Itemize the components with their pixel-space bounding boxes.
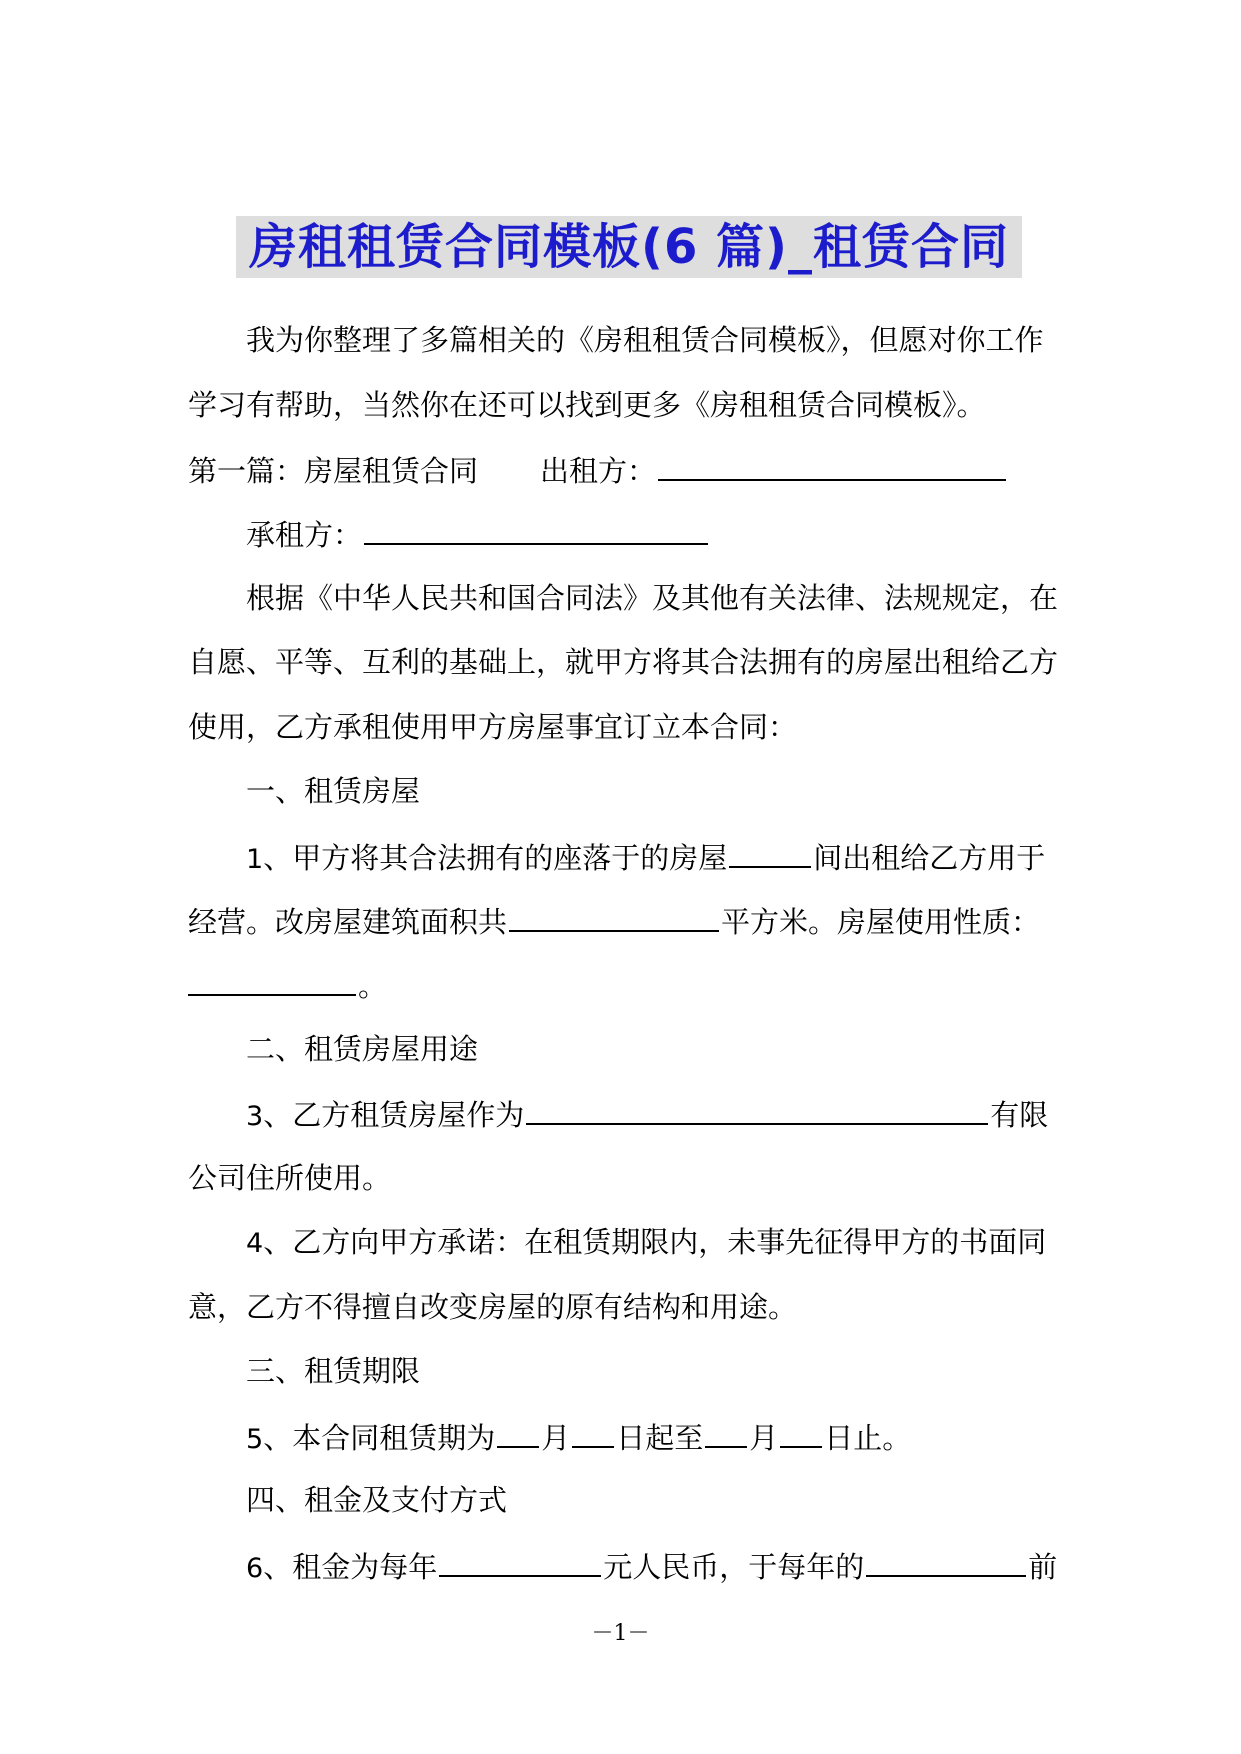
clause-1-text-b: 间出租给乙方用于: [813, 841, 1046, 875]
lessor-blank: [658, 449, 1006, 481]
clause-1-rooms-blank: [729, 836, 811, 868]
lessee-label: 承租方：: [246, 518, 363, 552]
clause-3-text-a: 、乙方租赁房屋作为: [263, 1098, 525, 1132]
clause-6-date-blank: [866, 1545, 1026, 1577]
clause-3-company-blank: [526, 1093, 988, 1125]
lessee-line: [246, 513, 710, 555]
clause-5-text-c: 日起至: [616, 1421, 704, 1455]
clause-1-line-3: [188, 964, 387, 1006]
clause-5-line: [246, 1416, 911, 1460]
preamble-line-1: 根据《中华人民共和国合同法》及其他有关法律、法规规定，在: [246, 581, 1059, 615]
lessee-blank: [364, 513, 708, 545]
preamble-line-3: 使用，乙方承租使用甲方房屋事宜订立本合同：: [188, 710, 798, 744]
clause-5-number: 5: [246, 1424, 264, 1455]
clause-5-end-month-blank: [705, 1416, 747, 1448]
document-title: 房租租赁合同模板(6 篇)_租赁合同: [249, 219, 1009, 275]
clause-6-number: 6: [246, 1553, 264, 1584]
clause-3-line-2: 公司住所使用。: [188, 1161, 392, 1195]
clause-5-text-a: 、本合同租赁期为: [263, 1421, 496, 1455]
intro-line-2: 学习有帮助，当然你在还可以找到更多《房租租赁合同模板》。: [188, 388, 986, 422]
clause-5-start-day-blank: [572, 1416, 614, 1448]
clause-3-text-b: 有限: [990, 1098, 1049, 1132]
clause-6-line: [246, 1545, 1057, 1589]
clause-5-end-day-blank: [780, 1416, 822, 1448]
lessor-label: 出租方：: [540, 454, 657, 488]
clause-1-text-e: 。: [358, 969, 388, 1003]
section-heading-4: 四、租金及支付方式: [246, 1483, 508, 1517]
clause-6-text-a: 、租金为每年: [263, 1550, 438, 1584]
page-number: －1－: [591, 1621, 650, 1646]
clause-1-text-d: 平方米。房屋使用性质：: [721, 905, 1041, 939]
clause-1-number: 1: [246, 844, 264, 875]
clause-1-text-a: 、甲方将其合法拥有的座落于的房屋: [263, 841, 728, 875]
preamble-line-2: 自愿、平等、互利的基础上，就甲方将其合法拥有的房屋出租给乙方: [188, 645, 1059, 679]
section-heading-2: 二、租赁房屋用途: [246, 1032, 479, 1066]
clause-6-text-c: 前: [1028, 1550, 1058, 1584]
section-heading-3: 三、租赁期限: [246, 1354, 421, 1388]
section-heading-1: 一、租赁房屋: [246, 774, 421, 808]
clause-1-nature-blank: [188, 964, 356, 996]
clause-4-line-1: [246, 1222, 1046, 1264]
chapter-line: [188, 449, 1008, 491]
clause-3-line-1: [246, 1093, 1048, 1137]
chapter-label: 第一篇：房屋租赁合同: [188, 454, 479, 488]
clause-6-rent-blank: [439, 1545, 601, 1577]
clause-6-text-b: 元人民币，于每年的: [603, 1550, 865, 1584]
intro-line-1: 我为你整理了多篇相关的《房租租赁合同模板》，但愿对你工作: [246, 323, 1044, 357]
clause-5-text-d: 月: [749, 1421, 779, 1455]
clause-4-text-a: 、乙方向甲方承诺：在租赁期限内，未事先征得甲方的书面同: [263, 1225, 1047, 1259]
clause-1-line-1: [246, 836, 1045, 880]
clause-4-line-2: 意，乙方不得擅自改变房屋的原有结构和用途。: [188, 1290, 798, 1324]
clause-5-text-b: 月: [541, 1421, 571, 1455]
clause-1-line-2: [188, 900, 1040, 942]
clause-3-number: 3: [246, 1101, 264, 1132]
clause-1-text-c: 经营。改房屋建筑面积共: [188, 905, 508, 939]
clause-1-area-blank: [509, 900, 719, 932]
clause-4-number: 4: [246, 1228, 264, 1259]
clause-5-start-month-blank: [497, 1416, 539, 1448]
title-highlight: [236, 216, 1022, 278]
clause-5-text-e: 日止。: [824, 1421, 912, 1455]
